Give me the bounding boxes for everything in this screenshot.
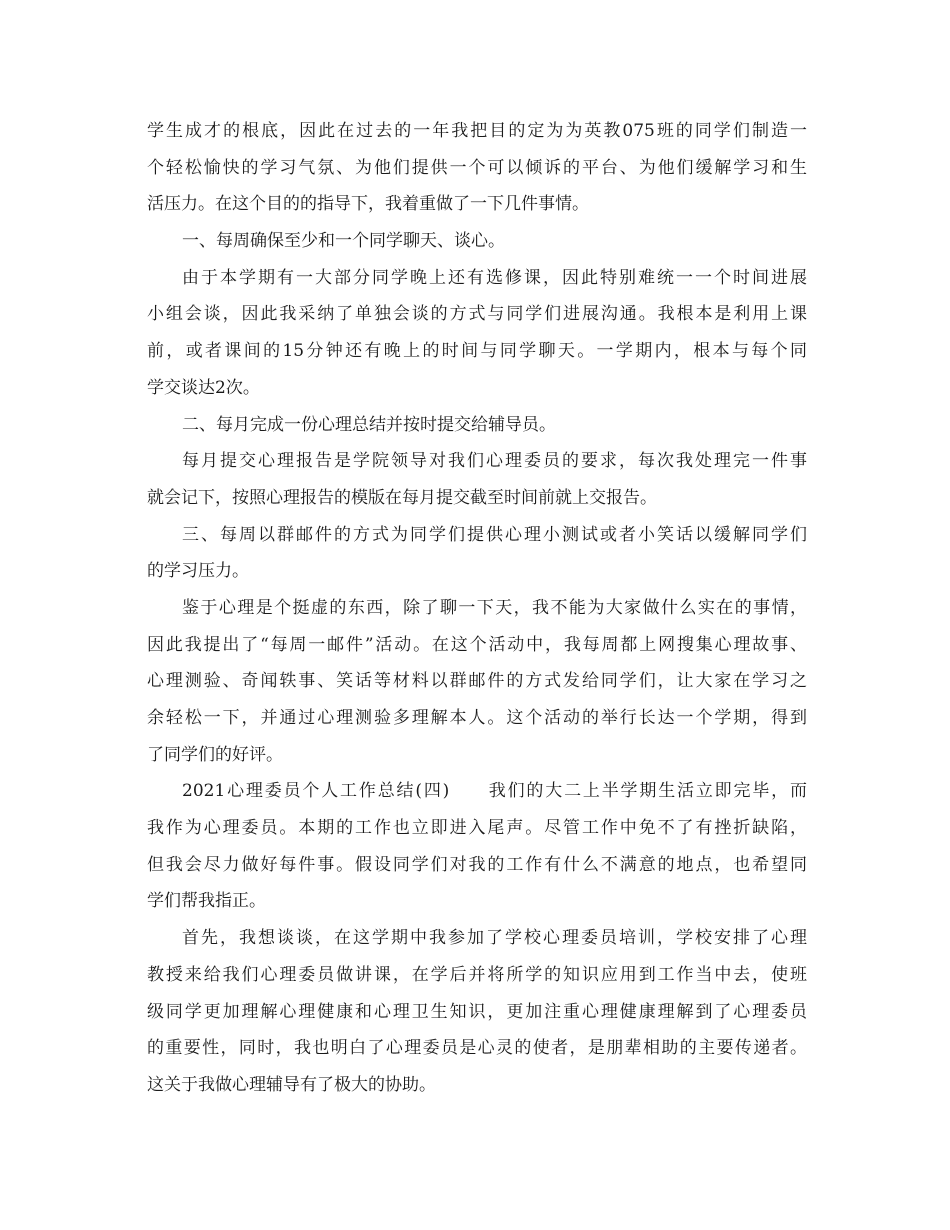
text-line: 了同学们的好评。 xyxy=(147,744,283,765)
text-line: 每月提交心理报告是学院领导对我们心理委员的要求，每次我处理完一件事 xyxy=(182,451,807,472)
text-line: 个轻松愉快的学习气氛、为他们提供一个可以倾诉的平台、为他们缓解学习和生 xyxy=(147,157,807,178)
text-line: 因此我提出了“每周一邮件”活动。在这个活动中，我每周都上网搜集心理故事、 xyxy=(147,634,807,655)
text-line: 教授来给我们心理委员做讲课，在学后并将所学的知识应用到工作当中去，使班 xyxy=(147,964,807,985)
text-line: 鉴于心理是个挺虚的东西，除了聊一下天，我不能为大家做什么实在的事情， xyxy=(182,597,807,618)
text-line: 就会记下，按照心理报告的模版在每月提交截至时间前就上交报告。 xyxy=(147,487,657,508)
text-line: 这关于我做心理辅导有了极大的协助。 xyxy=(147,1074,436,1095)
text-line: 学交谈达2次。 xyxy=(147,377,260,398)
text-line: 活压力。在这个目的的指导下，我着重做了一下几件事情。 xyxy=(147,194,589,215)
text-line: 小组会谈，因此我采纳了单独会谈的方式与同学们进展沟通。我根本是利用上课 xyxy=(147,304,807,325)
text-line: 的重要性，同时，我也明白了心理委员是心灵的使者，是朋辈相助的主要传递者。 xyxy=(147,1038,807,1059)
text-line: 学生成才的根底，因此在过去的一年我把目的定为为英教075班的同学们制造一 xyxy=(147,121,807,141)
text-line: 前，或者课间的15分钟还有晚上的时间与同学聊天。一学期内，根本与每个同 xyxy=(147,341,807,362)
section-heading: 一、每周确保至少和一个同学聊天、谈心。 xyxy=(182,231,505,252)
text-line: 余轻松一下，并通过心理测验多理解本人。这个活动的举行长达一个学期，得到 xyxy=(147,708,807,728)
text-line: 2021心理委员个人工作总结(四) 我们的大二上半学期生活立即完毕，而 xyxy=(182,781,807,802)
document-body xyxy=(147,113,807,1104)
section-heading: 二、每月完成一份心理总结并按时提交给辅导员。 xyxy=(182,414,556,435)
text-line: 级同学更加理解心理健康和心理卫生知识，更加注重心理健康理解到了心理委员 xyxy=(147,1001,807,1022)
text-line: 的学习压力。 xyxy=(147,561,249,582)
section-heading: 三、每周以群邮件的方式为同学们提供心理小测试或者小笑话以缓解同学们 xyxy=(182,524,807,545)
text-line: 但我会尽力做好每件事。假设同学们对我的工作有什么不满意的地点，也希望同 xyxy=(147,854,807,875)
text-line: 学们帮我指正。 xyxy=(147,891,266,912)
text-line: 首先，我想谈谈，在这学期中我参加了学校心理委员培训，学校安排了心理 xyxy=(182,928,807,949)
text-line: 由于本学期有一大部分同学晚上还有选修课，因此特别难统一一个时间进展 xyxy=(182,267,807,288)
text-line: 我作为心理委员。本期的工作也立即进入尾声。尽管工作中免不了有挫折缺陷， xyxy=(147,818,807,839)
text-line: 心理测验、奇闻轶事、笑话等材料以群邮件的方式发给同学们，让大家在学习之 xyxy=(147,671,807,692)
